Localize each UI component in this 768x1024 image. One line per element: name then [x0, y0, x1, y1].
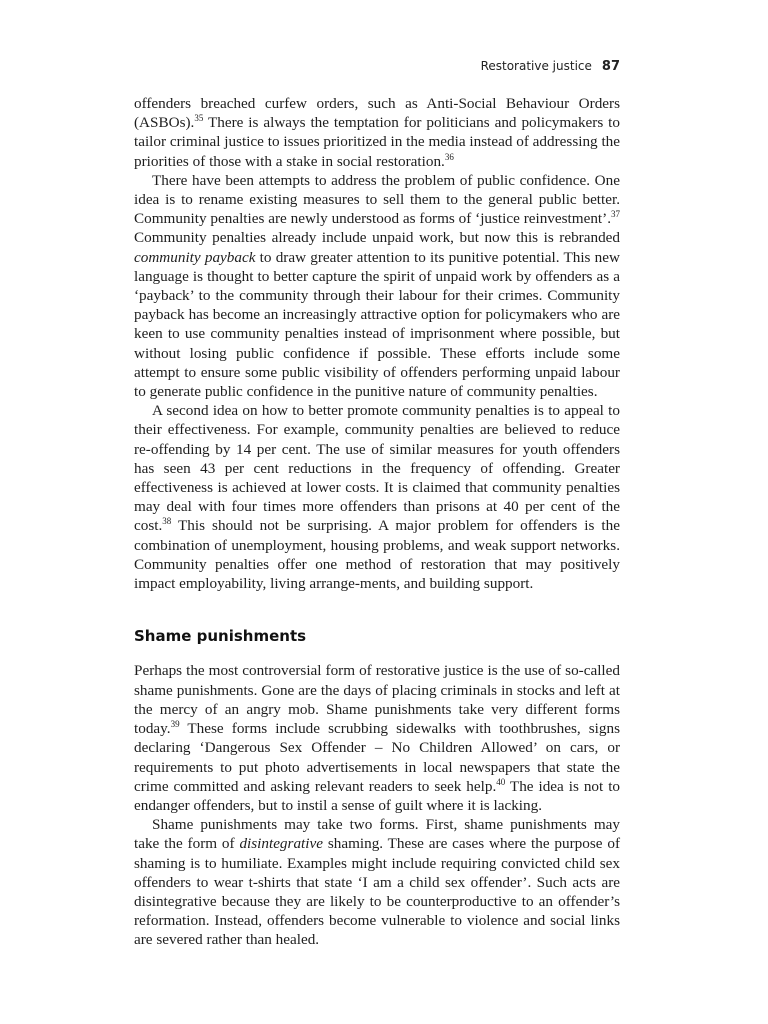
text-run: Shame punishments may take two forms. First, shame punishments may take the form of — [134, 816, 620, 853]
text-run: There have been attempts to address the problem of public confidence. One idea is to rename existing measures to sell them to the general public better. Community penalties are newly understood as forms of ‘justice reinvestment’. — [134, 171, 620, 228]
body-text — [134, 94, 620, 950]
text-run: These forms include scrubbing sidewalks with toothbrushes, signs declaring ‘Dangerous Sex Offender – No Children Allowed’ on cars, or requirements to put photo advertisements in local newspapers that state the crime committed and asking relevant readers to seek help. — [134, 720, 620, 795]
text-run: This should not be surprising. A major problem for offenders is the combination of unemployment, housing problems, and weak support networks. Community penalties offer one method of restoration that may positively impact employability, living arrange-ments, and building support. — [134, 517, 620, 593]
italic-term: disintegrative — [239, 835, 323, 853]
footnote-ref: 36 — [444, 151, 454, 162]
paragraph — [134, 94, 620, 171]
paragraph — [134, 171, 620, 401]
text-run: offenders breached curfew orders, such as Anti-Social Behaviour Orders (ASBOs). — [134, 95, 620, 132]
text-run: shaming. These are cases where the purpose of shaming is to humiliate. Examples might include requiring convicted child sex offenders to wear t-shirts that state ‘I am a child sex offender’. Such acts are disintegrative because they are likely to be counterproductive to an offender’s reformation. Instead, offenders become vulnerable to violence and social links are severed rather than healed. — [134, 835, 620, 949]
text-run: A second idea on how to better promote community penalties is to appeal to their effectiveness. For example, community penalties are believed to reduce re-offending by 14 per cent. The use of similar measures for youth offenders has seen 43 per cent reductions in the frequency of offending. Greater effectiveness is achieved at lower costs. It is claimed that community penalties may deal with four times more offenders than prisons at 40 per cent of the cost. — [134, 402, 620, 535]
text-run: There is always the temptation for politicians and policymakers to tailor criminal justice to issues prioritized in the media instead of addressing the priorities of those with a stake in social restoration. — [134, 114, 620, 170]
paragraph — [134, 815, 620, 949]
running-head — [481, 59, 620, 74]
text-run: The idea is not to endanger offenders, but to instil a sense of guilt where it is lacking. — [134, 777, 621, 814]
text-run: to draw greater attention to its punitive potential. This new language is thought to better capture the spirit of unpaid work by offenders as a ‘payback’ to the community through their labour for their crimes. Community payback has become an increasingly attractive option for policymakers who are keen to use community penalties instead of imprisonment where possible, but without losing public confidence if possible. These efforts include some attempt to ensure some public visibility of offenders performing unpaid labour to generate public confidence in the punitive nature of community penalties. — [134, 248, 620, 401]
footnote-ref: 39 — [170, 719, 180, 730]
paragraph — [134, 401, 620, 593]
footnote-ref: 40 — [496, 776, 506, 787]
page-number: 87 — [601, 59, 620, 74]
paragraph — [134, 661, 620, 815]
footnote-ref: 38 — [162, 516, 172, 527]
footnote-ref: 37 — [611, 209, 620, 220]
section-heading: Shame punishments — [134, 627, 307, 646]
italic-term: community payback — [134, 248, 256, 266]
text-run: Community penalties already include unpaid work, but now this is rebranded — [134, 229, 620, 247]
text-run: Perhaps the most controversial form of restorative justice is the use of so-called shame punishments. Gone are the days of placing criminals in stocks and left at the mercy of an angry mob. Shame punishments take very different forms today. — [134, 662, 620, 738]
footnote-ref: 35 — [194, 113, 204, 124]
running-head-title: Restorative justice — [480, 59, 592, 73]
